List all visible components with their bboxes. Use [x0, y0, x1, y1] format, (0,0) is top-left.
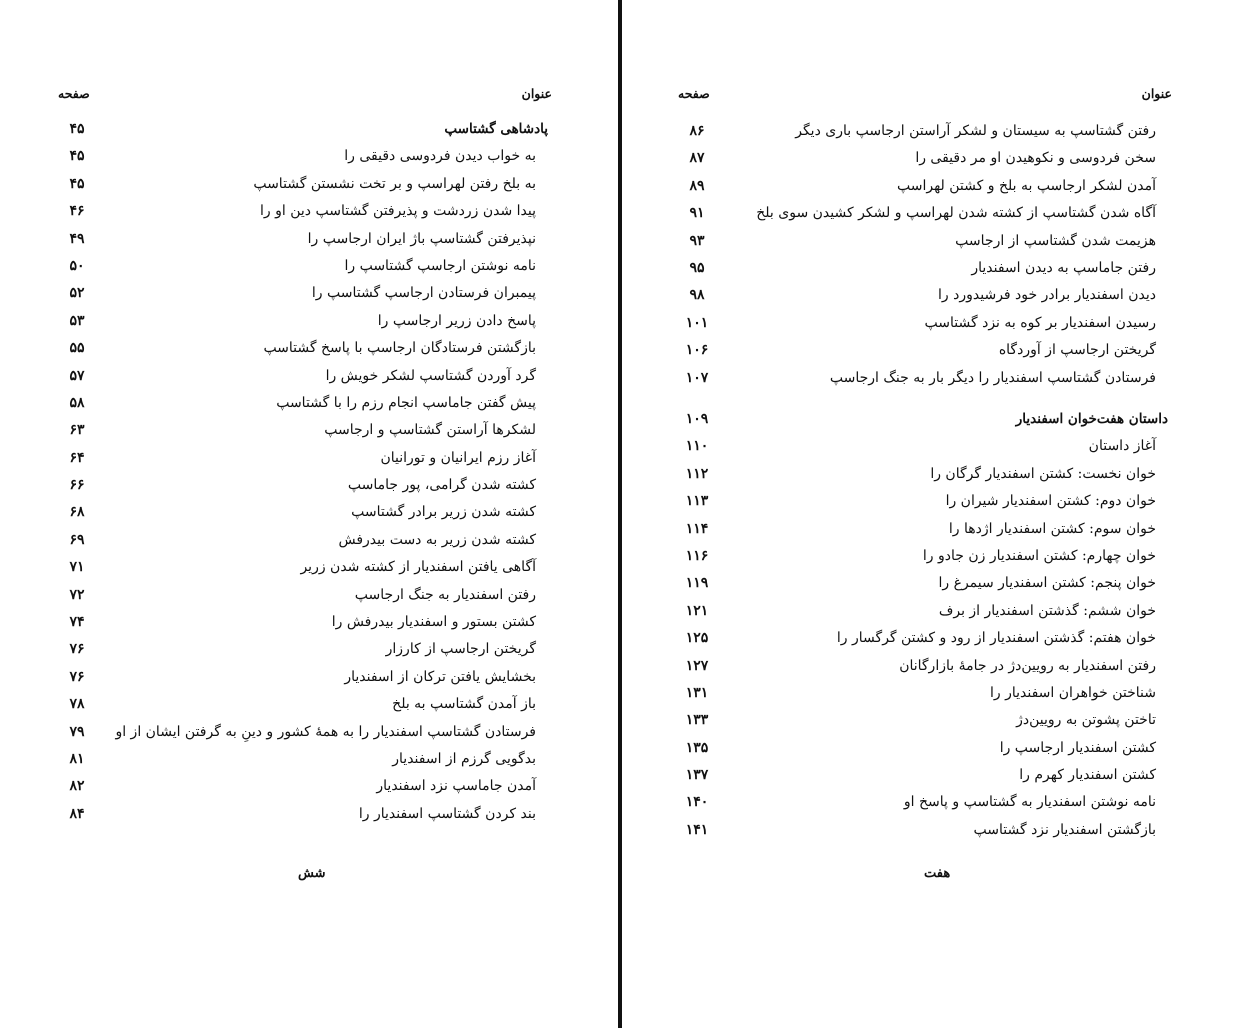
- toc-entry: [40, 147, 560, 174]
- toc-entry-title: خوان چهارم: کشتن اسفندیار زن جادو را: [922, 547, 1156, 564]
- toc-entry-title: آمدن لشکر ارجاسپ به بلخ و کشتن لهراسپ: [896, 177, 1156, 194]
- toc-entry-page: ۶۹: [69, 531, 85, 548]
- toc-entry-title: پیدا شدن زردشت و پذیرفتن گشتاسپ دین او را: [260, 203, 536, 220]
- toc-entry-page: ۴۹: [69, 230, 85, 247]
- toc-entry-title: به خواب دیدن فردوسی دقیقی را: [344, 148, 536, 165]
- toc-entry-title: کشته شدن زریر به دست بیدرفش: [338, 531, 536, 548]
- toc-entry-page: ۱۰۱: [685, 314, 709, 331]
- toc-entry-page: ۹۸: [689, 287, 705, 304]
- toc-entry: [660, 286, 1180, 313]
- toc-entry-page: ۶۳: [69, 422, 85, 439]
- toc-entry-page: ۱۲۱: [685, 602, 709, 619]
- toc-entry: [660, 437, 1180, 464]
- toc-entry-title: لشکرها آراستن گشتاسپ و ارجاسپ: [324, 422, 536, 439]
- toc-entry-page: ۱۱۶: [685, 547, 709, 564]
- toc-entry: [660, 177, 1180, 204]
- toc-entry-title: آغاز رزم ایرانیان و تورانیان: [380, 449, 536, 466]
- toc-entry-page: ۱۳۳: [685, 712, 709, 729]
- toc-entry: [660, 711, 1180, 738]
- toc-entry-page: ۴۵: [69, 148, 85, 165]
- toc-entry: [40, 805, 560, 832]
- toc-entry-title: نامه نوشتن اسفندیار به گشتاسپ و پاسخ او: [903, 794, 1156, 811]
- toc-entry-page: ۸۲: [69, 778, 85, 795]
- toc-entry-title: آگاهی یافتن اسفندیار از کشته شدن زریر: [300, 559, 536, 576]
- toc-entry-page: ۱۰۹: [685, 411, 709, 427]
- toc-entry-page: ۵۳: [69, 312, 85, 329]
- toc-entry: [40, 230, 560, 257]
- toc-entry-title: گرد آوردن گشتاسپ لشکر خویش را: [325, 367, 536, 384]
- toc-entry-page: ۱۱۴: [685, 520, 709, 537]
- right-toc-list-part-2: [660, 410, 1180, 848]
- toc-entry: [660, 149, 1180, 176]
- toc-entry-page: ۱۱۹: [685, 575, 709, 592]
- toc-entry: [660, 629, 1180, 656]
- toc-entry: [40, 339, 560, 366]
- toc-entry: [40, 312, 560, 339]
- left-toc-list: [40, 120, 560, 832]
- toc-entry-title: فرستادن گشتاسپ اسفندیار را دیگر بار به جنگ ارجاسپ: [829, 369, 1156, 386]
- right-page-header: [660, 86, 1180, 106]
- toc-entry: [40, 777, 560, 804]
- toc-entry: [660, 369, 1180, 396]
- toc-entry-title: خوان نخست: کشتن اسفندیار گرگان را: [930, 465, 1156, 482]
- toc-entry-page: ۷۹: [69, 723, 85, 740]
- toc-entry-title: خوان پنجم: کشتن اسفندیار سیمرغ را: [938, 575, 1156, 592]
- toc-entry-title: خوان ششم: گذشتن اسفندیار از برف: [938, 602, 1156, 619]
- toc-entry-page: ۴۶: [69, 203, 85, 220]
- toc-entry-page: ۶۸: [69, 504, 85, 521]
- toc-entry-page: ۸۴: [69, 805, 85, 822]
- toc-entry-page: ۵۵: [69, 340, 85, 357]
- toc-entry-title: پیمبران فرستادن ارجاسپ گشتاسپ را: [311, 285, 536, 302]
- toc-entry-title: بازگشتن اسفندیار نزد گشتاسپ: [973, 821, 1156, 838]
- toc-entry-page: ۱۳۵: [685, 739, 709, 756]
- toc-entry: [40, 668, 560, 695]
- toc-entry: [40, 449, 560, 476]
- toc-entry-page: ۸۷: [689, 150, 705, 167]
- toc-entry: [40, 558, 560, 585]
- left-page: [40, 0, 560, 1028]
- toc-entry: [40, 586, 560, 613]
- toc-section-heading: [40, 120, 560, 147]
- toc-entry-title: خوان دوم: کشتن اسفندیار شیران را: [945, 493, 1156, 510]
- toc-entry-title: رفتن اسفندیار به رویین‌دژ در جامهٔ بازارگانان: [899, 657, 1156, 674]
- toc-section-heading: [660, 410, 1180, 437]
- column-title-heading: عنوان: [521, 86, 552, 101]
- toc-entry-page: ۱۲۵: [685, 630, 709, 647]
- toc-entry-title: نامه نوشتن ارجاسپ گشتاسپ را: [344, 257, 536, 274]
- toc-entry-page: ۱۳۷: [685, 767, 709, 784]
- toc-entry-title: بند کردن گشتاسپ اسفندیار را: [358, 805, 536, 822]
- toc-entry: [660, 766, 1180, 793]
- toc-entry: [40, 695, 560, 722]
- toc-entry-title: فرستادن گشتاسپ اسفندیار را به همهٔ کشور و دینِ به گرفتن ایشان از او: [115, 723, 536, 740]
- toc-entry: [660, 657, 1180, 684]
- toc-entry: [40, 531, 560, 558]
- toc-entry-page: ۷۶: [69, 641, 85, 658]
- toc-entry: [660, 314, 1180, 341]
- toc-entry-title: رسیدن اسفندیار بر کوه به نزد گشتاسپ: [924, 314, 1156, 331]
- toc-entry-page: ۷۸: [69, 696, 85, 713]
- toc-entry-title: هزیمت شدن گشتاسپ از ارجاسپ: [955, 232, 1156, 249]
- toc-entry: [660, 259, 1180, 286]
- toc-entry-page: ۷۲: [69, 586, 85, 603]
- toc-entry-title: گریختن ارجاسپ از آوردگاه: [998, 342, 1156, 359]
- toc-entry: [660, 602, 1180, 629]
- toc-entry-title: کشتن اسفندیار کهرم را: [1019, 767, 1156, 784]
- toc-entry-title: تاختن پشوتن به رویین‌دژ: [1016, 712, 1156, 729]
- toc-entry-page: ۹۳: [689, 232, 705, 249]
- toc-entry: [40, 284, 560, 311]
- toc-entry-title: پاسخ دادن زریر ارجاسپ را: [377, 312, 536, 329]
- toc-entry: [660, 204, 1180, 231]
- toc-entry-title: باز آمدن گشتاسپ به بلخ: [392, 696, 536, 713]
- toc-entry-page: ۴۵: [69, 175, 85, 192]
- toc-entry-page: ۱۰۷: [685, 369, 709, 386]
- toc-entry-title: آگاه شدن گشتاسپ از کشته شدن لهراسپ و لشکر کشیدن سوی بلخ: [756, 205, 1156, 222]
- toc-entry: [660, 821, 1180, 848]
- toc-entry-title: خوان سوم: کشتن اسفندیار اژدها را: [948, 520, 1156, 537]
- toc-entry-page: ۶۴: [69, 449, 85, 466]
- toc-entry-title: رفتن گشتاسپ به سیستان و لشکر آراستن ارجاسپ باری دیگر: [795, 123, 1156, 139]
- toc-entry-title: بخشایش یافتن ترکان از اسفندیار: [344, 668, 536, 685]
- toc-entry-title: پیش گفتن جاماسپ انجام رزم را با گشتاسپ: [276, 394, 536, 411]
- toc-entry: [660, 574, 1180, 601]
- right-toc-list-part-1: [660, 122, 1180, 396]
- toc-entry-page: ۱۴۰: [685, 794, 709, 811]
- toc-entry-page: ۹۱: [689, 205, 705, 222]
- toc-entry-page: ۷۶: [69, 668, 85, 685]
- toc-entry-title: کشتن بستور و اسفندیار بیدرفش را: [331, 614, 536, 631]
- toc-entry: [660, 341, 1180, 368]
- toc-entry: [40, 175, 560, 202]
- toc-entry: [40, 640, 560, 667]
- toc-entry-page: ۵۸: [69, 394, 85, 411]
- toc-entry: [660, 122, 1180, 149]
- toc-entry-title: گریختن ارجاسپ از کارزار: [385, 641, 536, 658]
- toc-entry-title: کشته شدن زریر برادر گشتاسپ: [351, 504, 536, 521]
- toc-entry-title: پادشاهی گشتاسپ: [444, 121, 548, 137]
- column-page-heading: صفحه: [678, 86, 710, 101]
- toc-entry: [40, 394, 560, 421]
- toc-entry-title: کشتن اسفندیار ارجاسپ را: [999, 739, 1156, 756]
- toc-entry: [40, 750, 560, 777]
- toc-entry-page: ۱۰۶: [685, 342, 709, 359]
- left-page-header: [40, 86, 560, 106]
- column-title-heading: عنوان: [1141, 86, 1172, 101]
- toc-entry-page: ۷۱: [69, 559, 85, 576]
- toc-entry-title: خوان هفتم: گذشتن اسفندیار از رود و کشتن گرگسار را: [836, 630, 1156, 647]
- toc-entry-title: بازگشتن فرستادگان ارجاسپ با پاسخ گشتاسپ: [263, 340, 536, 357]
- toc-entry-page: ۵۰: [69, 257, 85, 274]
- toc-entry: [660, 739, 1180, 766]
- toc-entry: [40, 202, 560, 229]
- toc-entry-page: ۶۶: [69, 477, 85, 494]
- toc-entry: [660, 684, 1180, 711]
- toc-entry-title: آغاز داستان: [1088, 438, 1156, 455]
- toc-entry-page: ۴۵: [69, 121, 85, 137]
- toc-entry-page: ۵۲: [69, 285, 85, 302]
- toc-entry: [40, 723, 560, 750]
- toc-entry-title: شناختن خواهران اسفندیار را: [989, 684, 1156, 701]
- toc-entry-page: ۸۱: [69, 750, 85, 767]
- toc-entry: [660, 520, 1180, 547]
- toc-entry-page: ۱۱۳: [685, 493, 709, 510]
- toc-entry: [40, 257, 560, 284]
- toc-entry: [40, 367, 560, 394]
- toc-entry: [660, 465, 1180, 492]
- toc-entry-page: ۱۱۰: [685, 438, 709, 455]
- toc-entry-title: رفتن جاماسپ به دیدن اسفندیار: [971, 259, 1156, 276]
- right-page-number: هفت: [924, 866, 951, 881]
- toc-entry-title: بدگویی گرزم از اسفندیار: [392, 750, 536, 767]
- toc-entry-page: ۵۷: [69, 367, 85, 384]
- toc-entry-title: به بلخ رفتن لهراسپ و بر تخت نشستن گشتاسپ: [253, 175, 536, 192]
- toc-entry-title: کشته شدن گرامی، پور جاماسپ: [347, 477, 536, 494]
- toc-entry-page: ۱۴۱: [685, 821, 709, 838]
- toc-entry: [660, 793, 1180, 820]
- toc-entry: [660, 232, 1180, 259]
- toc-entry-title: رفتن اسفندیار به جنگ ارجاسپ: [354, 586, 536, 603]
- toc-entry-title: آمدن جاماسپ نزد اسفندیار: [376, 778, 536, 795]
- toc-entry-page: ۱۱۲: [685, 465, 709, 482]
- toc-entry-title: داستان هفت‌خوان اسفندیار: [1015, 411, 1168, 427]
- toc-entry: [40, 421, 560, 448]
- toc-entry: [40, 503, 560, 530]
- toc-entry-page: ۸۶: [689, 123, 705, 139]
- toc-entry: [40, 476, 560, 503]
- toc-entry-page: ۷۴: [69, 614, 85, 631]
- toc-entry: [40, 613, 560, 640]
- toc-entry-title: نپذیرفتن گشتاسپ باژ ایران ارجاسپ را: [307, 230, 536, 247]
- right-page: [660, 0, 1180, 1028]
- toc-entry-page: ۹۵: [689, 259, 705, 276]
- toc-entry-page: ۱۲۷: [685, 657, 709, 674]
- toc-entry-page: ۸۹: [689, 177, 705, 194]
- left-page-number: شش: [298, 866, 326, 881]
- toc-entry-title: سخن فردوسی و نکوهیدن او مر دقیقی را: [915, 150, 1156, 167]
- toc-entry: [660, 492, 1180, 519]
- column-page-heading: صفحه: [58, 86, 90, 101]
- toc-entry-title: دیدن اسفندیار برادر خود فرشیدورد را: [938, 287, 1156, 304]
- page-gutter-divider: [618, 0, 622, 1028]
- toc-entry: [660, 547, 1180, 574]
- toc-entry-page: ۱۳۱: [685, 684, 709, 701]
